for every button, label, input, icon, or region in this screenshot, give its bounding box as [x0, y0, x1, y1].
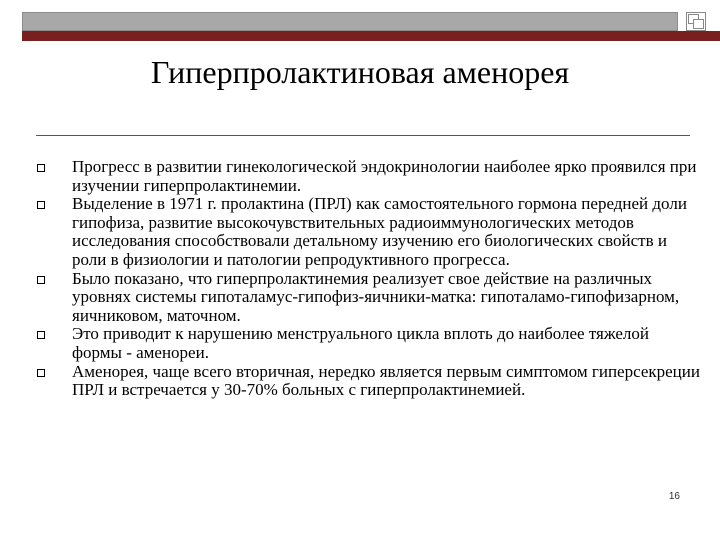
bullet-item	[36, 325, 701, 362]
hollow-square-icon	[37, 331, 45, 339]
bullet-text: Аменорея, чаще всего вторичная, нередко является первым симптомом гиперсекреции ПРЛ и встречается у 30-70% больных с гиперпролактинемией.	[72, 361, 700, 400]
top-gray-bar	[22, 12, 678, 31]
bullet-item	[36, 363, 701, 400]
bullet-item	[36, 158, 701, 195]
hollow-square-icon	[37, 164, 45, 172]
hollow-square-icon	[37, 201, 45, 209]
bullet-text: Прогресс в развитии гинекологической эндокринологии наиболее ярко проявился при изучении гиперпролактинемии.	[72, 157, 697, 195]
overlapping-squares-icon	[686, 12, 706, 31]
slide-title: Гиперпролактиновая аменорея	[150, 54, 570, 90]
bullet-text: Это приводит к нарушению менструального цикла вплоть до наиболее тяжелой формы - аменореи.	[72, 324, 650, 362]
bullet-item	[36, 195, 701, 269]
top-red-bar	[22, 31, 720, 41]
bullet-item	[36, 270, 701, 326]
title-divider	[36, 135, 690, 136]
hollow-square-icon	[37, 276, 45, 284]
bullet-list	[36, 158, 701, 400]
bullet-text: Выделение в 1971 г. пролактина (ПРЛ) как самостоятельного гормона передней доли гипофиза, развитие высокочувствительных радиоиммунологических методов исследования способствовали детальному изучению его биологических свойств и роли в физиологии и патологии репродуктивного прогресса.	[72, 194, 687, 269]
bullet-text: Было показано, что гиперпролактинемия реализует свое действие на различных уровнях системы гипоталамус-гипофиз-яичники-матка: гипоталамо-гипофизарном, яичниковом, маточном.	[72, 268, 680, 325]
page-number: 16	[668, 491, 680, 502]
hollow-square-icon	[37, 369, 45, 377]
